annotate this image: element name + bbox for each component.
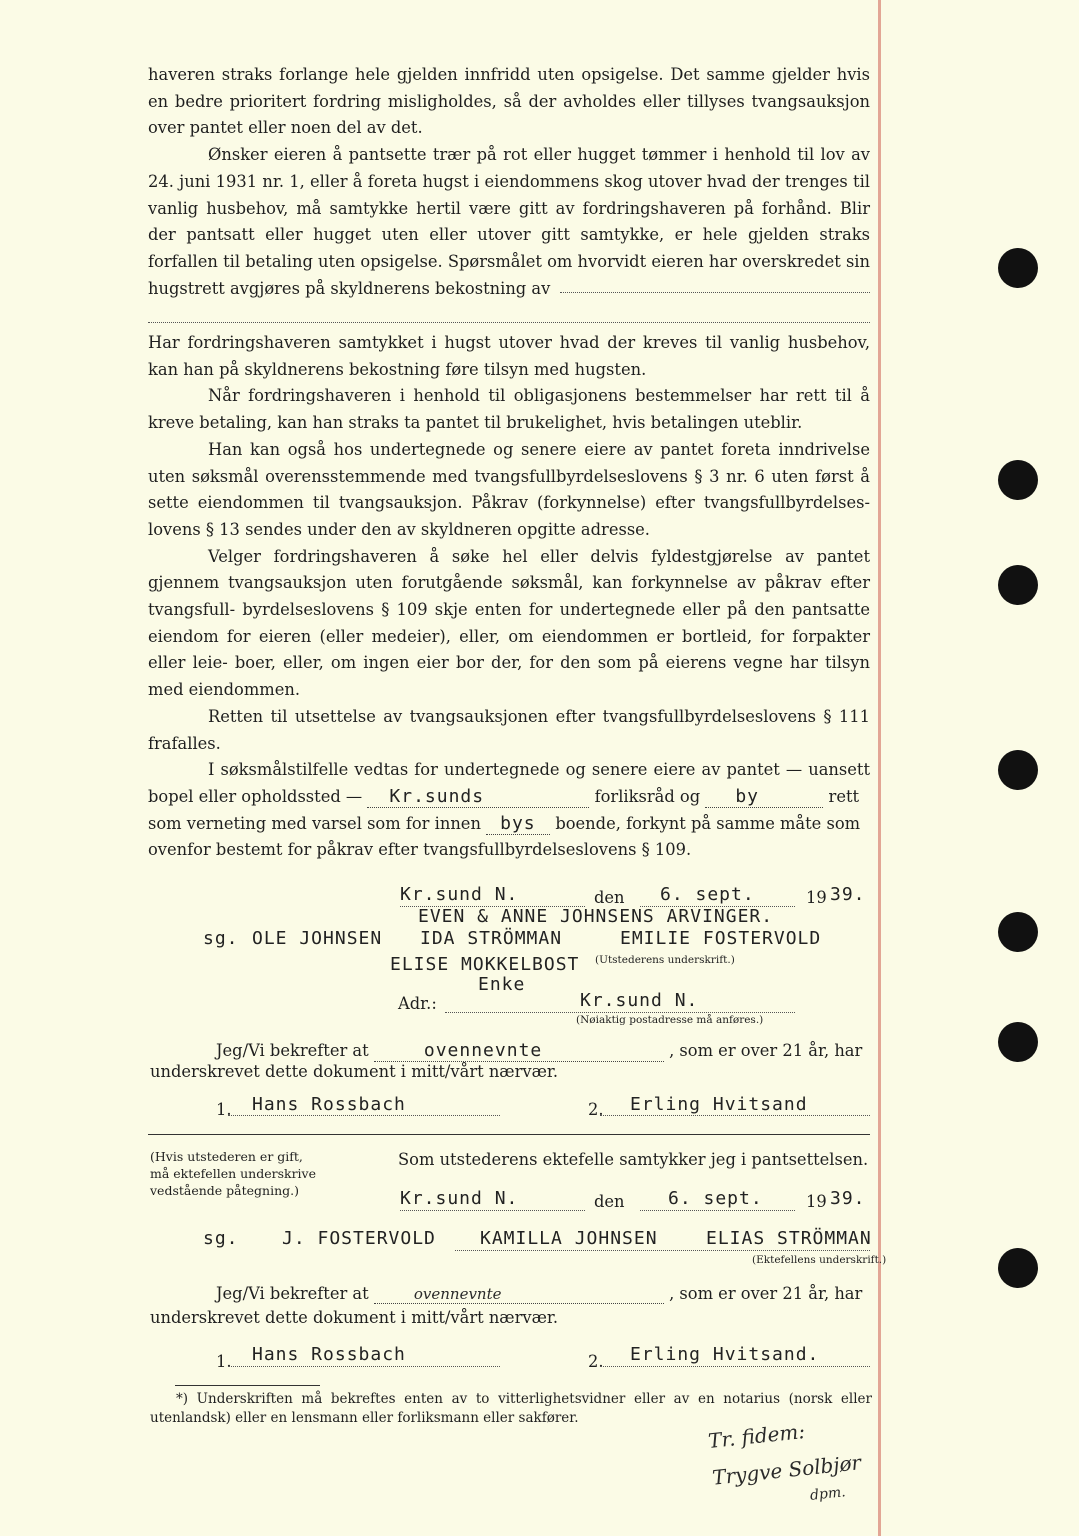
- paragraph: Retten til utsettelse av tvangsauksjonen efter tvangsfullbyrdelseslovens § 111 frafalles.: [148, 706, 870, 753]
- witness1-name-1: Hans Rossbach: [252, 1094, 406, 1115]
- fill-in-line: [600, 1115, 870, 1116]
- paragraph: Han kan også hos undertegnede og senere eiere av pantet foreta inndrivelse uten søksmål overensstemmende med tvangsfullbyrdelseslovens § 3 nr. 6 uten først å sette eiendommen til tvangsauksjon. Påkrav (forkynnelse) efter tvangsfullbyrdelses- lovens § 13 sendes under den av skyldneren opgitte adresse.: [148, 439, 870, 539]
- fill-in-line: [600, 1366, 870, 1367]
- fill-in-line: [455, 1250, 870, 1251]
- sig1-heirs: EVEN & ANNE JOHNSENS ARVINGER.: [418, 906, 774, 927]
- sig1-adr-label: Adr.:: [398, 994, 437, 1013]
- punch-hole: [998, 1248, 1038, 1288]
- fill-in-line: [560, 292, 870, 293]
- main-clauses: [148, 330, 870, 784]
- footnote-divider: [175, 1385, 320, 1386]
- spouse-name1: J. FOSTERVOLD: [282, 1228, 436, 1249]
- spouse-year: 39.: [830, 1188, 866, 1209]
- sig1-den: den: [594, 888, 625, 907]
- paragraph: haveren straks forlange hele gjelden innfridd uten opsigelse. Det samme gjelder hvis en bedre prioritert fordring misligholdes, så der avholdes eller tillyses tvangsauksjon over pantet eller noen del av det.: [148, 65, 870, 138]
- sig1-caption: (Utstederens underskrift.): [595, 954, 735, 966]
- witness2-name-2: Erling Hvitsand.: [630, 1344, 820, 1365]
- fill-in-line: [148, 322, 870, 323]
- paragraph: I søksmålstilfelle vedtas for undertegnede og senere eiere av pantet — uansett: [208, 760, 870, 780]
- witness1-num-2: 2.: [588, 1100, 604, 1119]
- punch-hole: [998, 460, 1038, 500]
- venue-line-3: ovenfor bestemt for påkrav efter tvangsfullbyrdelseslovens § 109.: [148, 840, 692, 859]
- paragraph: Har fordringshaveren samtykket i hugst utover hvad der kreves til vanlig husbehov, kan han på skyldnerens bekostning føre tilsyn med hugsten.: [148, 333, 870, 379]
- punch-hole: [998, 912, 1038, 952]
- sig1-name3: EMILIE FOSTERVOLD: [620, 928, 822, 949]
- fill-in-line: [400, 1210, 585, 1211]
- witness2-num-1: 1.: [216, 1352, 232, 1371]
- punch-hole: [998, 248, 1038, 288]
- spouse-date: 6. sept.: [668, 1188, 763, 1209]
- witness1-line-1: Jeg/Vi bekrefter at ovennevnte , som er over 21 år, har: [216, 1040, 863, 1061]
- witness1-who: ovennevnte: [374, 1040, 664, 1062]
- venue-place: Kr.sunds: [367, 786, 589, 808]
- witness2-who: ovennevnte: [374, 1285, 664, 1304]
- venue-line-2: som verneting med varsel som for innen bys boende, forkynt på samme måte som: [148, 813, 861, 834]
- spouse-name2: KAMILLA JOHNSEN: [480, 1228, 658, 1249]
- witness1-num-1: 1.: [216, 1100, 232, 1119]
- sig1-name2: IDA STRÖMMAN: [420, 928, 563, 949]
- top-clauses: [148, 62, 870, 302]
- paragraph: Ønsker eieren å pantsette trær på rot eller hugget tømmer i henhold til lov av 24. juni 1931 nr. 1, eller å foreta hugst i eiendommens skog utover hvad der trenges til vanlig husbehov, må samtykke hertil være gitt av fordringshaveren på forhånd. Blir der pantsatt eller hugget uten eller utover gitt samtykke, er hele gjelden straks forfallen til betaling uten opsigelse. Spørsmålet om hvorvidt eieren har overskredet sin hugstrett avgjøres på skyldnerens bekostning av: [148, 145, 870, 298]
- fill-in-line: [228, 1115, 500, 1116]
- sig1-address-note: (Nøiaktig postadresse må anføres.): [576, 1014, 764, 1026]
- punch-hole: [998, 1022, 1038, 1062]
- venue-line-1: bopel eller opholdssted — Kr.sunds forliksråd og by rett: [148, 786, 860, 807]
- paragraph: Velger fordringshaveren å søke hel eller delvis fyldestgjørelse av pantet gjennem tvangsauksjon uten forutgående søksmål, kan forkynnelse av påkrav efter tvangsfull- byrdelseslovens § 109 skje enten for undertegnede eller på den pantsatte eiendom for eieren (eller medeier), eller, om eiendommen er bortleid, for forpakter eller leie- boer, eller, om ingen eier bor der, for den som på eierens vegne har tilsyn med eiendommen.: [148, 546, 870, 700]
- witness1-line-2: underskrevet dette dokument i mitt/vårt nærvær.: [150, 1062, 559, 1081]
- witness2-num-2: 2.: [588, 1352, 604, 1371]
- sig1-year: 39.: [830, 884, 866, 905]
- paragraph: Når fordringshaveren i henhold til obligasjonens bestemmelser har rett til å kreve betaling, kan han straks ta pantet til brukelighet, hvis betalingen uteblir.: [148, 386, 870, 433]
- witness1-name-2: Erling Hvitsand: [630, 1094, 808, 1115]
- margin-line: [878, 0, 881, 1536]
- sig1-date: 6. sept.: [660, 884, 755, 905]
- spouse-note: (Hvis utstederen er gift, må ektefellen underskrive vedstående påtegning.): [150, 1149, 317, 1198]
- witness2-line-1: Jeg/Vi bekrefter at ovennevnte , som er over 21 år, har: [216, 1284, 863, 1303]
- sig1-name1: OLE JOHNSEN: [252, 928, 383, 949]
- spouse-consent: Som utstederens ektefelle samtykker jeg i pantsettelsen.: [398, 1150, 869, 1169]
- spouse-year-prefix: 19: [806, 1192, 827, 1211]
- attestation-signature-line-1: Tr. fidem:: [707, 1418, 807, 1454]
- fill-in-line: [640, 1210, 795, 1211]
- sig1-sg: sg.: [203, 928, 239, 949]
- witness2-line-2: underskrevet dette dokument i mitt/vårt nærvær.: [150, 1308, 559, 1327]
- attestation-signature-line-2: Trygve Solbjør: [711, 1450, 863, 1490]
- spouse-name3: ELIAS STRÖMMAN: [706, 1228, 872, 1249]
- section-divider: [148, 1134, 870, 1135]
- spouse-sg: sg.: [203, 1228, 239, 1249]
- fill-in-line: [445, 1012, 795, 1013]
- venue-court: by: [705, 786, 823, 808]
- sig1-place: Kr.sund N.: [400, 884, 519, 905]
- sig1-address: Kr.sund N.: [580, 990, 699, 1011]
- punch-hole: [998, 565, 1038, 605]
- spouse-place: Kr.sund N.: [400, 1188, 519, 1209]
- sig1-enke: Enke: [478, 974, 526, 995]
- sig1-year-prefix: 19: [806, 888, 827, 907]
- witness2-name-1: Hans Rossbach: [252, 1344, 406, 1365]
- fill-in-line: [228, 1366, 500, 1367]
- punch-hole: [998, 750, 1038, 790]
- footnote: *) Underskriften må bekreftes enten av to vitterlighetsvidner eller av en notarius (norsk eller utenlandsk) eller en lensmann eller forliksmann eller sakfører.: [150, 1391, 872, 1426]
- spouse-den: den: [594, 1192, 625, 1211]
- sig1-name4: ELISE MOKKELBOST: [390, 954, 580, 975]
- venue-home: bys: [486, 813, 550, 835]
- attestation-signature-line-3: dpm.: [809, 1484, 847, 1504]
- spouse-caption: (Ektefellens underskrift.): [752, 1254, 887, 1266]
